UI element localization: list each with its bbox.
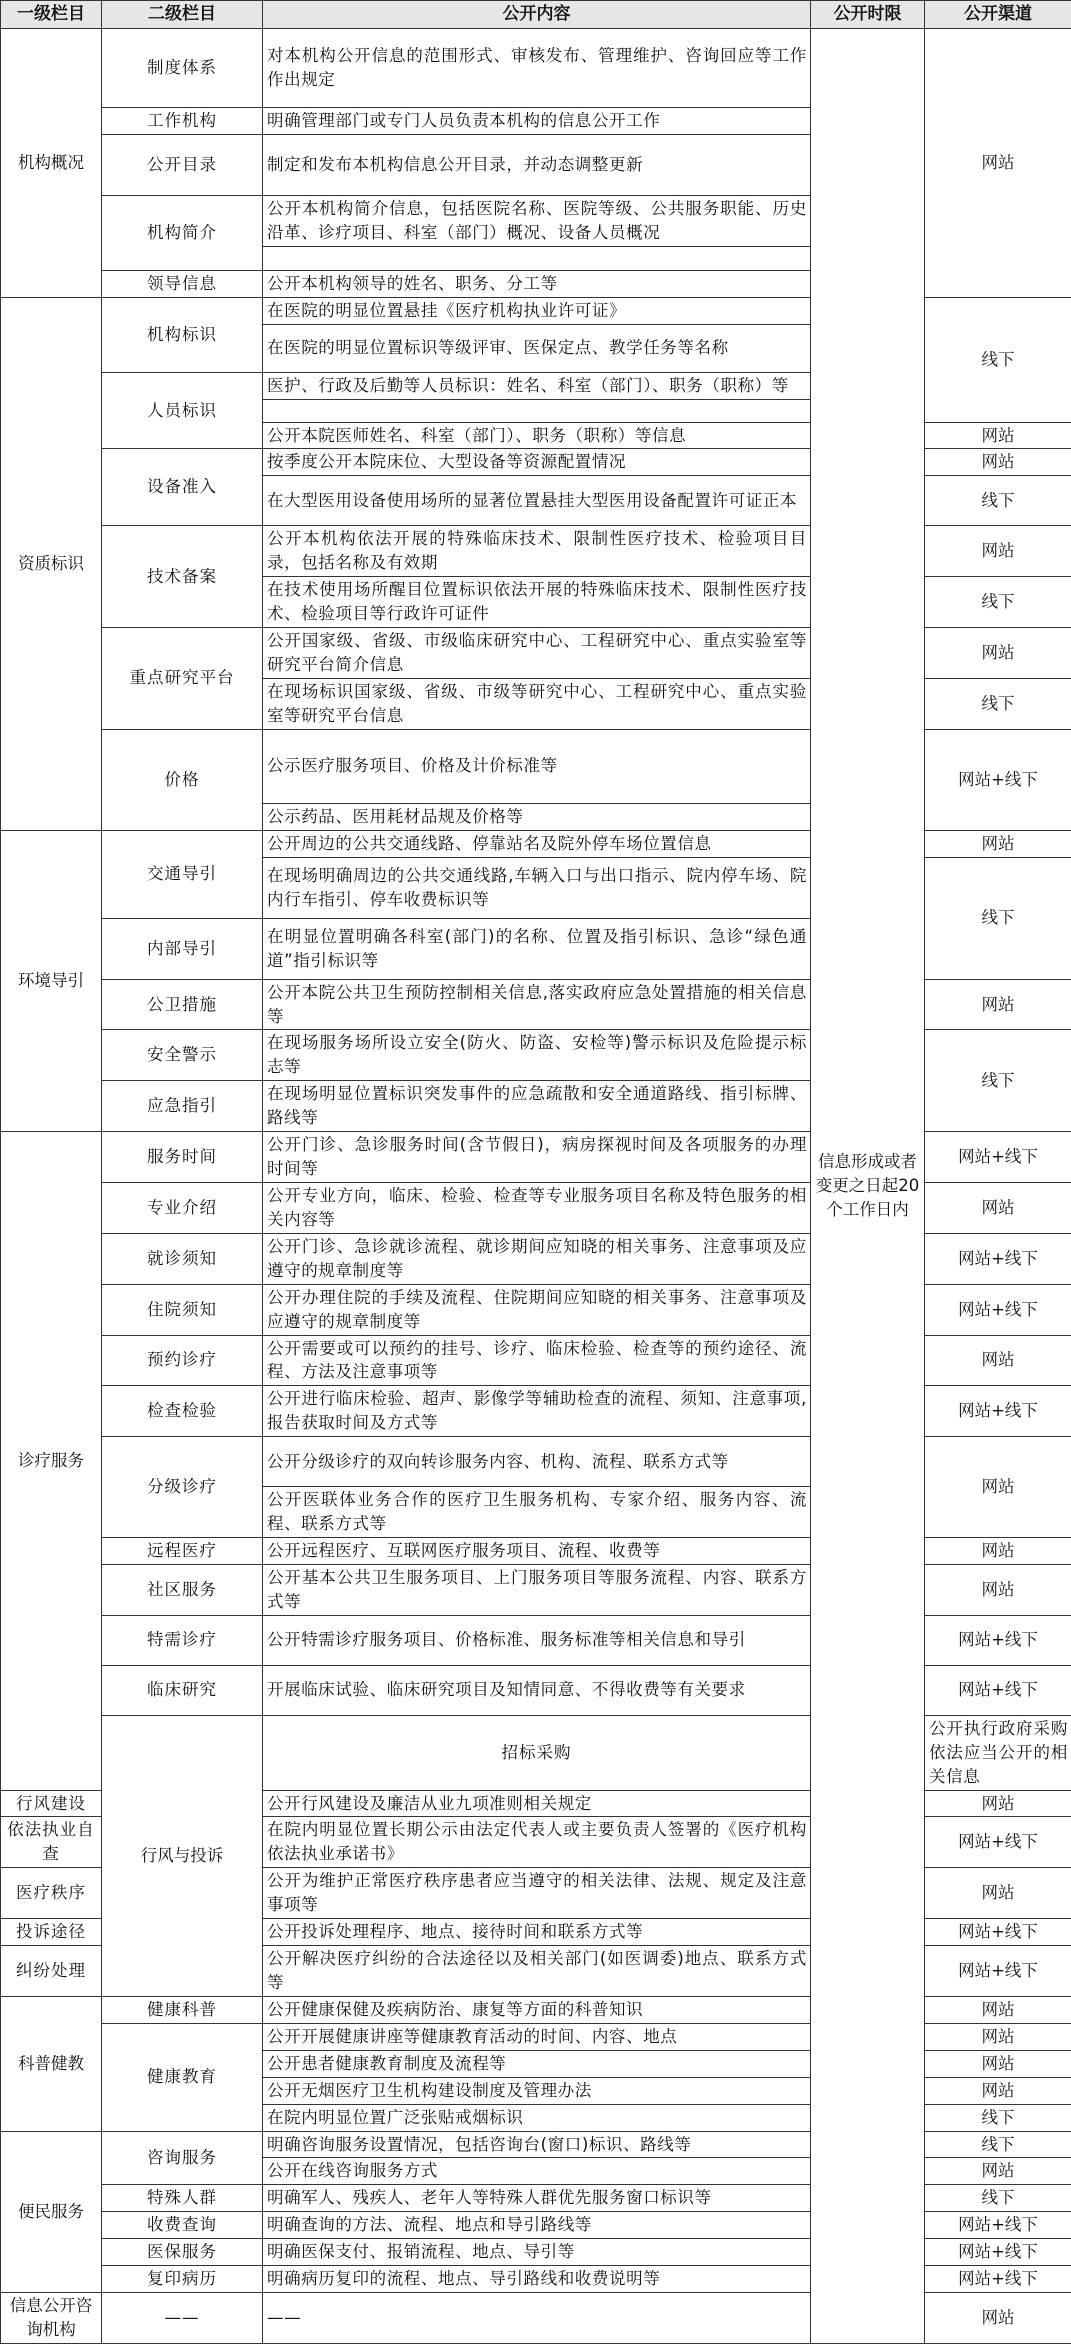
level2-cell: 远程医疗 (102, 1538, 263, 1565)
channel-cell: 网站 (925, 2023, 1071, 2050)
level2-cell: 咨询服务 (102, 2131, 263, 2185)
content-cell: 公开本机构简介信息，包括医院名称、医院等级、公共服务职能、历史沿革、诊疗项目、科室（部门）概况、设备人员概况 (263, 195, 811, 246)
content-cell: 公开办理住院的手续及流程、住院期间应知晓的相关事务、注意事项及应遵守的规章制度等 (263, 1284, 811, 1335)
channel-cell: 网站 (925, 1868, 1071, 1919)
level2-cell: 服务时间 (102, 1132, 263, 1183)
channel-cell: 线下 (925, 2104, 1071, 2131)
level2-cell: 特需诊疗 (102, 1615, 263, 1665)
content-cell: 制定和发布本机构信息公开目录，并动态调整更新 (263, 134, 811, 195)
content-cell: 在现场明显位置标识突发事件的应急疏散和安全通道路线、指引标牌、路线等 (263, 1081, 811, 1132)
channel-cell: 网站+线下 (925, 2212, 1071, 2239)
level2-cell: 临床研究 (102, 1665, 263, 1715)
level2-cell: 分级诊疗 (102, 1437, 263, 1538)
content-cell: 开展临床试验、临床研究项目及知情同意、不得收费等有关要求 (263, 1665, 811, 1715)
level2-cell: 纠纷处理 (1, 1946, 102, 1997)
content-cell: 公开需要或可以预约的挂号、诊疗、临床检验、检查等的预约途径、流程、方法及注意事项等 (263, 1335, 811, 1386)
channel-cell: 网站+线下 (925, 2266, 1071, 2293)
level1-cell: 环境导引 (1, 830, 102, 1131)
content-cell: 在明显位置明确各科室(部门)的名称、位置及指引标识、急诊“绿色通道”指引标识等 (263, 918, 811, 979)
content-cell: 公开患者健康教育制度及流程等 (263, 2050, 811, 2077)
level2-cell: 安全警示 (102, 1030, 263, 1081)
channel-cell: 网站+线下 (925, 1615, 1071, 1665)
content-cell: 公示药品、医用耗材品规及价格等 (263, 803, 811, 830)
level2-cell: 投诉途径 (1, 1919, 102, 1946)
content-cell: 公开解决医疗纠纷的合法途径以及相关部门(如医调委)地点、联系方式等 (263, 1946, 811, 1997)
content-cell: 在院内明显位置长期公示由法定代表人或主要负责人签署的《医疗机构依法执业承诺书》 (263, 1817, 811, 1868)
content-cell: 公开基本公共卫生服务项目、上门服务项目等服务流程、内容、联系方式等 (263, 1564, 811, 1615)
content-cell: 在大型医用设备使用场所的显著位置悬挂大型医用设备配置许可证正本 (263, 476, 811, 526)
channel-cell: 网站 (925, 2293, 1071, 2344)
content-cell: 公开医联体业务合作的医疗卫生服务机构、专家介绍、服务内容、流程、联系方式等 (263, 1487, 811, 1538)
header-channel: 公开渠道 (925, 1, 1071, 29)
channel-cell: 网站 (925, 1437, 1071, 1538)
level2-cell: 机构简介 (102, 195, 263, 270)
level2-cell: 住院须知 (102, 1284, 263, 1335)
level2-cell: 复印病历 (102, 2266, 263, 2293)
content-cell: 公开门诊、急诊服务时间(含节假日)，病房探视时间及各项服务的办理时间等 (263, 1132, 811, 1183)
level2-cell: 依法执业自查 (1, 1817, 102, 1868)
content-cell: 公开分级诊疗的双向转诊服务内容、机构、流程、联系方式等 (263, 1437, 811, 1487)
level2-cell: —— (102, 2293, 263, 2344)
level2-cell: 检查检验 (102, 1386, 263, 1437)
content-cell: 公开周边的公共交通线路、停靠站名及院外停车场位置信息 (263, 830, 811, 857)
content-cell: 公开投诉处理程序、地点、接待时间和联系方式等 (263, 1919, 811, 1946)
channel-cell: 网站+线下 (925, 1132, 1071, 1183)
content-cell: 公开无烟医疗卫生机构建设制度及管理办法 (263, 2077, 811, 2104)
content-cell: 公开健康保健及疾病防治、康复等方面的科普知识 (263, 1996, 811, 2023)
content-cell: 明确管理部门或专门人员负责本机构的信息公开工作 (263, 108, 811, 135)
level2-cell: 健康教育 (102, 2023, 263, 2131)
channel-cell: 网站 (925, 29, 1071, 298)
channel-cell: 网站+线下 (925, 1233, 1071, 1284)
content-cell: 公开开展健康讲座等健康教育活动的时间、内容、地点 (263, 2023, 811, 2050)
level2-cell: 招标采购 (263, 1715, 811, 1790)
channel-cell: 线下 (925, 577, 1071, 628)
content-cell: 公开本机构领导的姓名、职务、分工等 (263, 270, 811, 297)
level2-cell: 技术备案 (102, 526, 263, 628)
level2-cell: 内部导引 (102, 918, 263, 979)
channel-cell: 网站 (925, 449, 1071, 476)
level2-cell: 专业介绍 (102, 1182, 263, 1233)
level2-cell: 社区服务 (102, 1564, 263, 1615)
channel-cell: 网站+线下 (925, 1919, 1071, 1946)
level2-cell: 医疗秩序 (1, 1868, 102, 1919)
content-cell: 公开进行临床检验、超声、影像学等辅助检查的流程、须知、注意事项,报告获取时间及方式等 (263, 1386, 811, 1437)
content-cell: 在现场明确周边的公共交通线路,车辆入口与出口指示、院内停车场、院内行车指引、停车收费标识等 (263, 857, 811, 918)
channel-cell: 网站 (925, 1538, 1071, 1565)
channel-cell: 网站 (925, 628, 1071, 679)
time-limit-cell: 信息形成或者变更之日起20个工作日内 (811, 29, 925, 2344)
content-cell: 公开专业方向，临床、检验、检查等专业服务项目名称及特色服务的相关内容等 (263, 1182, 811, 1233)
content-cell: 公开本院公共卫生预防控制相关信息,落实政府应急处置措施的相关信息等 (263, 979, 811, 1030)
level2-cell: 价格 (102, 729, 263, 830)
level2-cell: 特殊人群 (102, 2185, 263, 2212)
level2-cell: 医保服务 (102, 2239, 263, 2266)
content-cell: 公开特需诊疗服务项目、价格标准、服务标准等相关信息和导引 (263, 1615, 811, 1665)
level2-cell: 健康科普 (102, 1996, 263, 2023)
table-body (1, 29, 1071, 2344)
channel-cell: 网站 (925, 979, 1071, 1030)
content-cell: 按季度公开本院床位、大型设备等资源配置情况 (263, 449, 811, 476)
content-cell: 在医院的明显位置标识等级评审、医保定点、教学任务等名称 (263, 324, 811, 372)
content-cell: 在现场标识国家级、省级、市级等研究中心、工程研究中心、重点实验室等研究平台信息 (263, 678, 811, 729)
channel-cell: 线下 (925, 297, 1071, 422)
level2-cell: 工作机构 (102, 108, 263, 135)
channel-cell: 网站+线下 (925, 2239, 1071, 2266)
level2-cell: 行风建设 (1, 1790, 102, 1817)
content-cell: 明确军人、残疾人、老年人等特殊人群优先服务窗口标识等 (263, 2185, 811, 2212)
table-row (1, 29, 1071, 108)
content-cell: 明确病历复印的流程、地点、导引路线和收费说明等 (263, 2266, 811, 2293)
channel-cell: 网站+线下 (925, 1386, 1071, 1437)
content-cell: 公开行风建设及廉洁从业九项准则相关规定 (263, 1790, 811, 1817)
content-cell: 公开本院医师姓名、科室（部门）、职务（职称）等信息 (263, 422, 811, 449)
level2-cell: 重点研究平台 (102, 628, 263, 730)
channel-cell: 线下 (925, 2131, 1071, 2158)
content-cell: —— (263, 2293, 811, 2344)
channel-cell: 网站 (925, 422, 1071, 449)
channel-cell: 网站 (925, 2077, 1071, 2104)
content-cell: 公开执行政府采购依法应当公开的相关信息 (925, 1715, 1071, 1790)
channel-cell: 网站 (925, 1790, 1071, 1817)
channel-cell: 网站 (925, 1182, 1071, 1233)
content-cell: 公开国家级、省级、市级临床研究中心、工程研究中心、重点实验室等研究平台简介信息 (263, 628, 811, 679)
level2-cell: 领导信息 (102, 270, 263, 297)
content-cell: 公开为维护正常医疗秩序患者应当遵守的相关法律、法规、规定及注意事项等 (263, 1868, 811, 1919)
content-cell: 在技术使用场所醒目位置标识依法开展的特殊临床技术、限制性医疗技术、检验项目等行政许可证件 (263, 577, 811, 628)
channel-cell: 网站 (925, 526, 1071, 577)
channel-cell: 线下 (925, 678, 1071, 729)
header-level1: 一级栏目 (1, 1, 102, 29)
level1-cell: 机构概况 (1, 29, 102, 298)
channel-cell: 线下 (925, 857, 1071, 979)
channel-cell: 线下 (925, 2185, 1071, 2212)
level2-cell: 机构标识 (102, 297, 263, 372)
channel-cell: 网站+线下 (925, 729, 1071, 830)
level1-cell: 诊疗服务 (1, 1132, 102, 1790)
level2-cell: 就诊须知 (102, 1233, 263, 1284)
channel-cell: 线下 (925, 476, 1071, 526)
header-time-limit: 公开时限 (811, 1, 925, 29)
level2-cell: 收费查询 (102, 2212, 263, 2239)
channel-cell: 网站+线下 (925, 1284, 1071, 1335)
channel-cell: 网站+线下 (925, 1946, 1071, 1997)
level1-cell: 便民服务 (1, 2131, 102, 2293)
content-cell: 在现场服务场所设立安全(防火、防盗、安检等)警示标识及危险提示标志等 (263, 1030, 811, 1081)
level1-cell: 资质标识 (1, 297, 102, 830)
level2-cell: 公卫措施 (102, 979, 263, 1030)
level2-cell: 制度体系 (102, 29, 263, 108)
content-cell: 明确医保支付、报销流程、地点、导引等 (263, 2239, 811, 2266)
level2-cell: 应急指引 (102, 1081, 263, 1132)
content-cell: 公示医疗服务项目、价格及计价标准等 (263, 729, 811, 803)
channel-cell: 网站 (925, 830, 1071, 857)
channel-cell: 线下 (925, 1030, 1071, 1132)
level1-cell: 信息公开咨询机构 (1, 2293, 102, 2344)
level2-cell: 人员标识 (102, 372, 263, 449)
content-cell: 公开本机构依法开展的特殊临床技术、限制性医疗技术、检验项目目录，包括名称及有效期 (263, 526, 811, 577)
header-level2: 二级栏目 (102, 1, 263, 29)
level1-cell: 行风与投诉 (102, 1715, 263, 1996)
content-cell: 公开远程医疗、互联网医疗服务项目、流程、收费等 (263, 1538, 811, 1565)
header-content: 公开内容 (263, 1, 811, 29)
channel-cell: 网站 (925, 1996, 1071, 2023)
content-cell: 明确查询的方法、流程、地点和导引路线等 (263, 2212, 811, 2239)
content-cell: 公开在线咨询服务方式 (263, 2158, 811, 2185)
channel-cell: 网站 (925, 2158, 1071, 2185)
header-row (1, 1, 1071, 29)
level2-cell: 预约诊疗 (102, 1335, 263, 1386)
content-cell: 公开门诊、急诊就诊流程、就诊期间应知晓的相关事务、注意事项及应遵守的规章制度等 (263, 1233, 811, 1284)
level2-cell: 交通导引 (102, 830, 263, 918)
content-cell: 对本机构公开信息的范围形式、审核发布、管理维护、咨询回应等工作作出规定 (263, 29, 811, 108)
content-cell: 医护、行政及后勤等人员标识：姓名、科室（部门）、职务（职称）等 (263, 372, 811, 399)
channel-cell: 网站+线下 (925, 1665, 1071, 1715)
level2-cell: 设备准入 (102, 449, 263, 526)
channel-cell: 网站 (925, 1335, 1071, 1386)
channel-cell: 网站 (925, 2050, 1071, 2077)
content-cell: 在医院的明显位置悬挂《医疗机构执业许可证》 (263, 297, 811, 324)
level2-cell: 公开目录 (102, 134, 263, 195)
channel-cell: 网站 (925, 1564, 1071, 1615)
channel-cell: 网站+线下 (925, 1817, 1071, 1868)
level1-cell: 科普健教 (1, 1996, 102, 2131)
content-cell: 在院内明显位置广泛张贴戒烟标识 (263, 2104, 811, 2131)
content-cell: 明确咨询服务设置情况，包括咨询台(窗口)标识、路线等 (263, 2131, 811, 2158)
